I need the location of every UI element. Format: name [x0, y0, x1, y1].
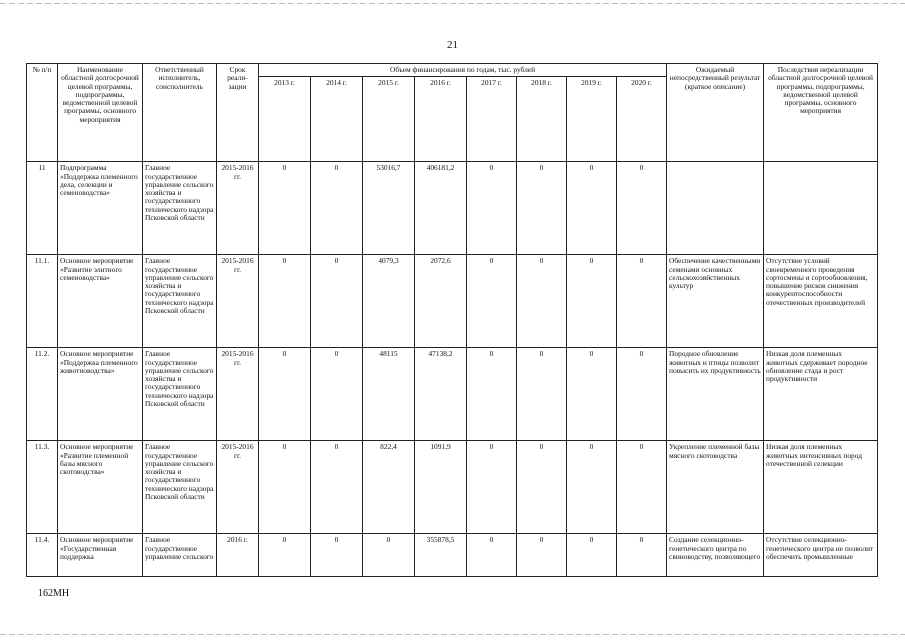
header-year: 2020 г. [617, 77, 667, 162]
row-term: 2016 г. [217, 534, 259, 577]
row-value-2019: 0 [567, 534, 617, 577]
row-term: 2015-2016 гг. [217, 348, 259, 441]
row-consequences [764, 162, 878, 255]
header-year: 2015 г. [363, 77, 415, 162]
row-num: 11.2. [27, 348, 58, 441]
header-num: № п/п [27, 64, 58, 162]
row-value-2018: 0 [517, 162, 567, 255]
row-value-2013: 0 [259, 348, 311, 441]
header-name: Наименование областной долгосрочной целевой программы, подпрограммы, ведомственной целевой программы, основного мероприятия [58, 64, 143, 162]
row-num: 11 [27, 162, 58, 255]
scan-edge-top [0, 3, 905, 4]
row-responsible: Главное государственное управление сельского [143, 534, 217, 577]
row-responsible: Главное государственное управление сельского хозяйства и государственного технического надзора Псковской области [143, 348, 217, 441]
row-value-2015: 822,4 [363, 441, 415, 534]
header-funding: Объем финансирования по годам, тыс. рублей [259, 64, 667, 77]
row-responsible: Главное государственное управление сельского хозяйства и государственного технического надзора Псковской области [143, 162, 217, 255]
row-consequences: Низкая доля племенных животных сдерживает породное обновление стада и рост продуктивности [764, 348, 878, 441]
table-row [27, 534, 878, 577]
row-value-2013: 0 [259, 534, 311, 577]
row-name: Основное мероприятие «Государственная поддержка [58, 534, 143, 577]
header-year: 2019 г. [567, 77, 617, 162]
row-value-2017: 0 [467, 162, 517, 255]
row-value-2018: 0 [517, 534, 567, 577]
row-responsible: Главное государственное управление сельского хозяйства и государственного технического надзора Псковской области [143, 441, 217, 534]
row-consequences: Отсутствие селекционно-генетического центра не позволит обеспечить промышленные [764, 534, 878, 577]
row-value-2014: 0 [311, 348, 363, 441]
row-value-2017: 0 [467, 534, 517, 577]
row-value-2013: 0 [259, 162, 311, 255]
row-value-2020: 0 [617, 348, 667, 441]
scan-edge-bottom [0, 634, 905, 635]
footer-document-code: 162МН [38, 588, 70, 599]
row-consequences: Отсутствие условий своевременного проведения сортосмены и сортообновления, повышение рисков снижения конкурентоспособности отечественных производителей [764, 255, 878, 348]
row-value-2015: 48115 [363, 348, 415, 441]
header-responsible: Ответственный исполнитель, соисполнитель [143, 64, 217, 162]
row-value-2016: 355878,5 [415, 534, 467, 577]
row-value-2020: 0 [617, 534, 667, 577]
row-num: 11.1. [27, 255, 58, 348]
row-term: 2015-2016 гг. [217, 255, 259, 348]
row-name: Основное мероприятие «Развитие элитного семеноводства» [58, 255, 143, 348]
table-row [27, 255, 878, 348]
header-year: 2017 г. [467, 77, 517, 162]
page-number: 21 [447, 39, 458, 51]
row-value-2019: 0 [567, 441, 617, 534]
row-responsible: Главное государственное управление сельского хозяйства и государственного технического надзора Псковской области [143, 255, 217, 348]
row-value-2017: 0 [467, 255, 517, 348]
row-value-2016: 47138,2 [415, 348, 467, 441]
header-result: Ожидаемый непосредственный результат (краткое описание) [667, 64, 764, 162]
row-result: Обеспечение качественными семенами основных сельскохозяйственных культур [667, 255, 764, 348]
row-value-2016: 2072,6 [415, 255, 467, 348]
row-value-2016: 1091,9 [415, 441, 467, 534]
row-value-2015: 4079,3 [363, 255, 415, 348]
row-value-2015: 0 [363, 534, 415, 577]
row-value-2014: 0 [311, 441, 363, 534]
row-result [667, 162, 764, 255]
row-name: Основное мероприятие «Поддержка племенного животноводства» [58, 348, 143, 441]
row-value-2016: 406181,2 [415, 162, 467, 255]
row-value-2017: 0 [467, 348, 517, 441]
row-value-2014: 0 [311, 255, 363, 348]
row-value-2020: 0 [617, 441, 667, 534]
row-value-2014: 0 [311, 534, 363, 577]
row-num: 11.4. [27, 534, 58, 577]
row-value-2013: 0 [259, 441, 311, 534]
row-value-2017: 0 [467, 441, 517, 534]
row-term: 2015-2016 гг. [217, 162, 259, 255]
header-year: 2016 г. [415, 77, 467, 162]
row-value-2018: 0 [517, 255, 567, 348]
row-value-2018: 0 [517, 348, 567, 441]
row-value-2020: 0 [617, 255, 667, 348]
row-result: Создание селекционно-генетического центра по свиноводству, позволяющего [667, 534, 764, 577]
row-value-2015: 53016,7 [363, 162, 415, 255]
table-row [27, 162, 878, 255]
header-year: 2018 г. [517, 77, 567, 162]
row-result: Породное обновление животных и птицы позволит повысить их продуктивность [667, 348, 764, 441]
row-value-2019: 0 [567, 348, 617, 441]
row-value-2020: 0 [617, 162, 667, 255]
funding-table [26, 63, 878, 577]
table-row [27, 348, 878, 441]
header-consequences: Последствия нереализации областной долгосрочной целевой программы, подпрограммы, ведомственной целевой программы, основного мероприятия [764, 64, 878, 162]
header-year: 2014 г. [311, 77, 363, 162]
row-value-2014: 0 [311, 162, 363, 255]
row-num: 11.3. [27, 441, 58, 534]
header-term: Срок реали-зации [217, 64, 259, 162]
row-name: Подпрограмма «Поддержка племенного дела, селекции и семеноводства» [58, 162, 143, 255]
row-result: Укрепление племенной базы мясного скотоводства [667, 441, 764, 534]
row-term: 2015-2016 гг. [217, 441, 259, 534]
row-name: Основное мероприятие «Развитие племенной базы мясного скотоводства» [58, 441, 143, 534]
header-row [27, 64, 878, 77]
table-row [27, 441, 878, 534]
row-consequences: Низкая доля племенных животных интенсивных пород отечественной селекции [764, 441, 878, 534]
row-value-2019: 0 [567, 162, 617, 255]
row-value-2019: 0 [567, 255, 617, 348]
header-year: 2013 г. [259, 77, 311, 162]
row-value-2013: 0 [259, 255, 311, 348]
row-value-2018: 0 [517, 441, 567, 534]
